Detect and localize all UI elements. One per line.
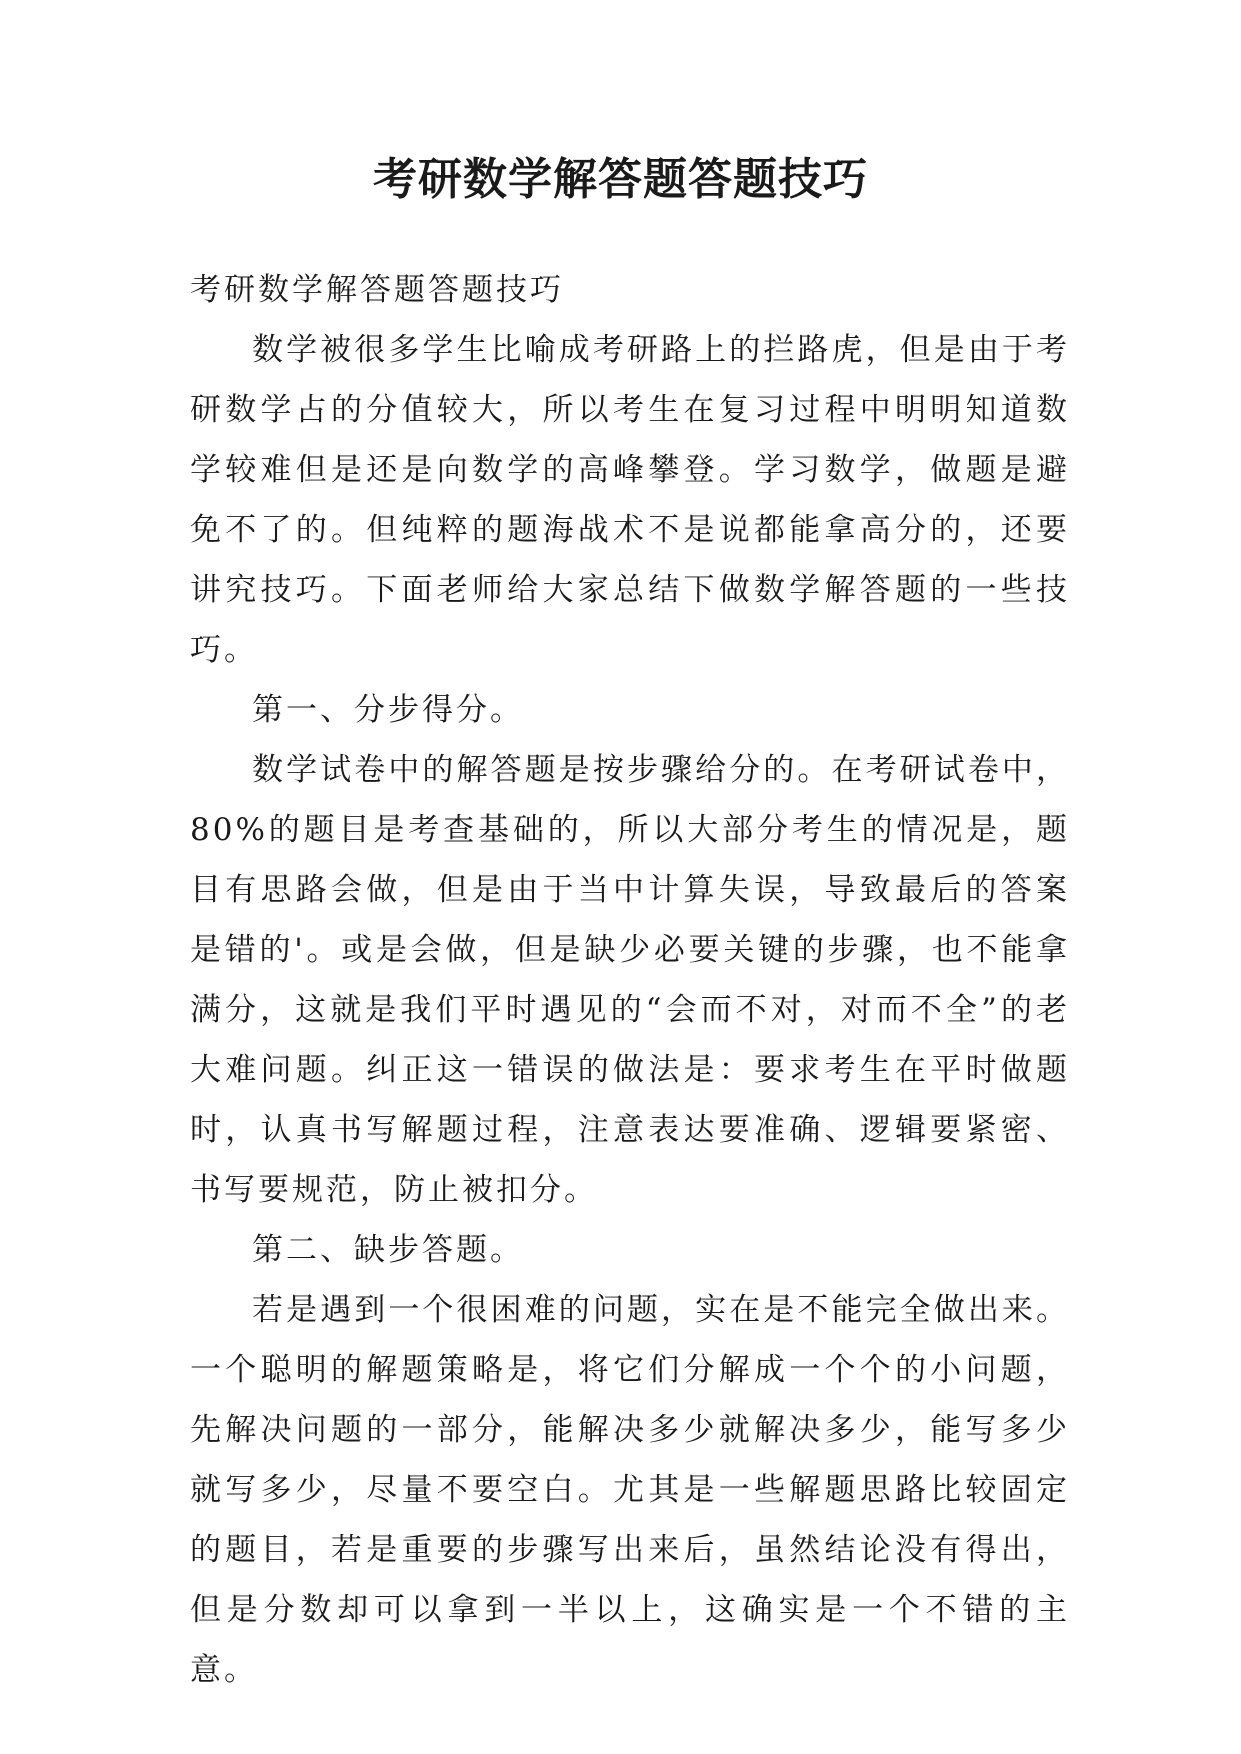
section-2-paragraph: 若是遇到一个很困难的问题，实在是不能完全做出来。一个聪明的解题策略是，将它们分解成一个个的小问题，先解决问题的一部分，能解决多少就解决多少，能写多少就写多少，尽量不要空白。尤其是一些解题思路比较固定的题目，若是重要的步骤写出来后，虽然结论没有得出，但是分数却可以拿到一半以上，这确实是一个不错的主意。 (190, 1292, 1070, 1688)
intro-paragraph: 数学被很多学生比喻成考研路上的拦路虎，但是由于考研数学占的分值较大，所以考生在复习过程中明明知道数学较难但是还是向数学的高峰攀登。学习数学，做题是避免不了的。但纯粹的题海战术不是说都能拿高分的，还要讲究技巧。下面老师给大家总结下做数学解答题的一些技巧。 (190, 332, 1070, 668)
document-title: 考研数学解答题答题技巧 (373, 154, 868, 205)
section-1-paragraph: 数学试卷中的解答题是按步骤给分的。在考研试卷中，80%的题目是考查基础的，所以大部分考生的情况是，题目有思路会做，但是由于当中计算失误，导致最后的答案是错的'。或是会做，但是缺少必要关键的步骤，也不能拿满分，这就是我们平时遇见的“会而不对，对而不全”的老大难问题。纠正这一错误的做法是：要求考生在平时做题时，认真书写解题过程，注意表达要准确、逻辑要紧密、书写要规范，防止被扣分。 (190, 752, 1070, 1208)
section-heading-2: 第二、缺步答题。 (252, 1232, 524, 1268)
document-body (190, 260, 1070, 1700)
section-heading-1: 第一、分步得分。 (252, 692, 524, 728)
subtitle-paragraph: 考研数学解答题答题技巧 (190, 272, 564, 308)
